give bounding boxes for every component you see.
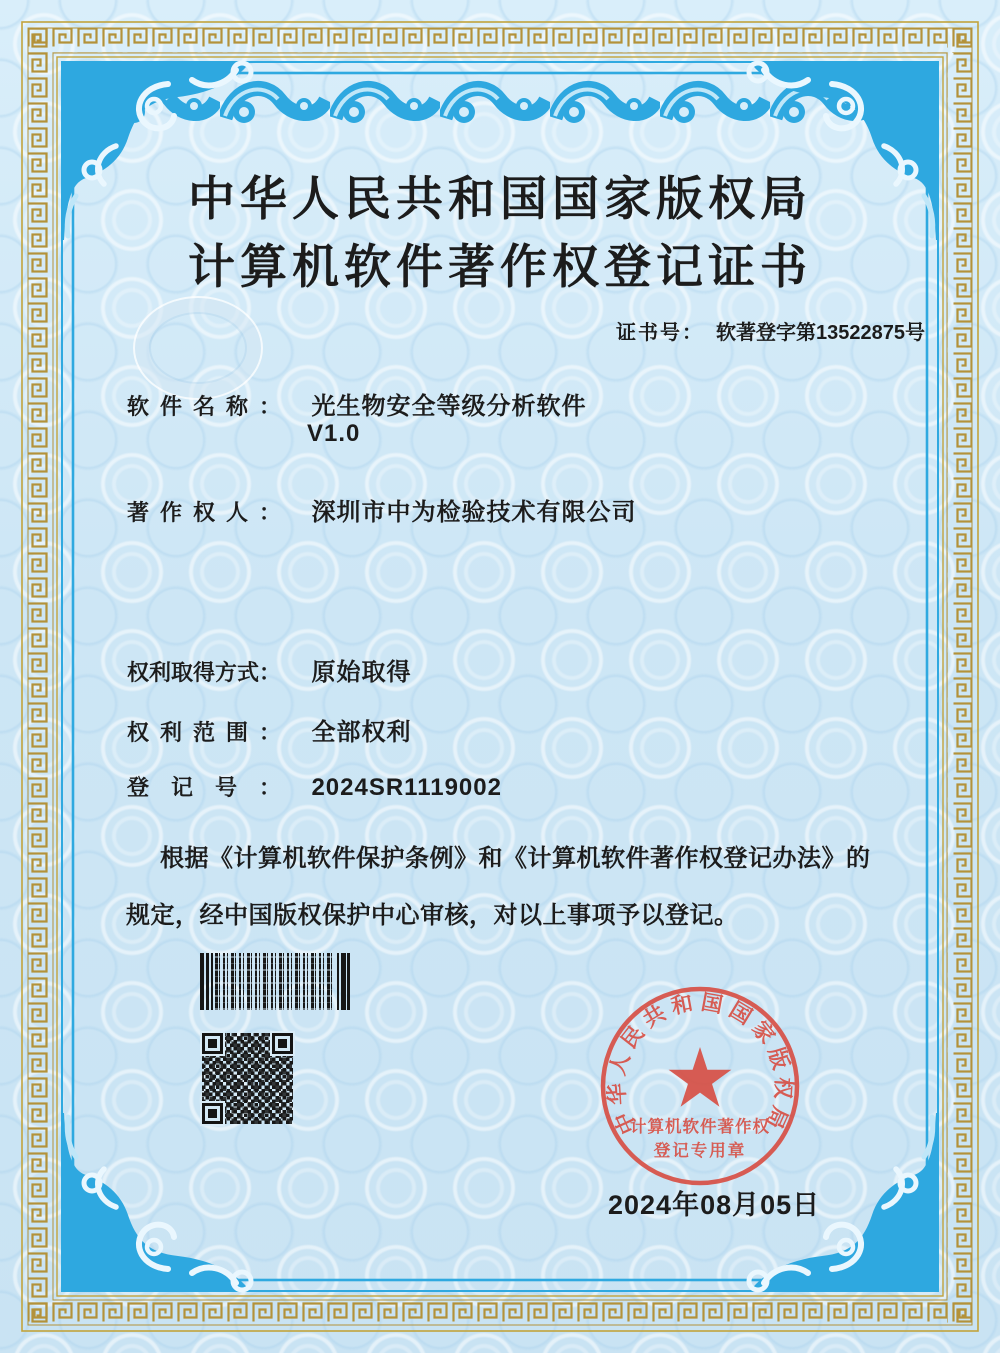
qr-finder-icon [272,1033,293,1054]
field-acquisition-method [127,652,411,687]
seal-ring-text: 中华人民共和国国家版权局 [604,990,796,1138]
registration-number-value: 2024SR1119002 [311,774,502,801]
statement-line-2: 规定，经中国版权保护中心审核，对以上事项予以登记。 [126,902,739,929]
software-version-value: V1.0 [307,420,361,447]
acquisition-method-value: 原始取得 [311,659,412,686]
copyright-holder-value: 深圳市中为检验技术有限公司 [311,499,637,526]
issue-date: 2024年08月05日 [608,1190,821,1220]
field-copyright-holder [127,492,636,527]
rights-scope-value: 全部权利 [311,719,412,746]
software-name-value: 光生物安全等级分析软件 [311,393,587,420]
certificate-number-value: 软著登字第13522875号 [716,322,925,344]
registration-number-label: 登记号： [127,775,281,800]
rights-scope-label: 权利范围： [127,720,281,745]
official-red-seal [592,980,808,1196]
field-registration-number [127,771,502,802]
qr-code [202,1033,293,1124]
software-name-label: 软件名称： [127,394,281,419]
field-software-name [127,386,586,421]
qr-finder-icon [202,1033,223,1054]
red-star-icon [669,1047,732,1107]
certificate-number-row [616,316,925,345]
document-title: 计算机软件著作权登记证书 [188,242,812,294]
authority-title: 中华人民共和国国家版权局 [188,174,812,226]
certificate-number-label: 证书号： [616,322,704,344]
pdf417-barcode [200,953,350,1010]
field-rights-scope [127,712,411,747]
statement-line-1: 根据《计算机软件保护条例》和《计算机软件著作权登记办法》的 [160,845,871,872]
qr-finder-icon [202,1103,223,1124]
seal-caption-line2: 登记专用章 [653,1142,747,1160]
acquisition-method-label: 权利取得方式： [127,660,282,685]
copyright-holder-label: 著作权人： [127,500,281,525]
seal-caption-line1: 计算机软件著作权 [630,1118,770,1136]
